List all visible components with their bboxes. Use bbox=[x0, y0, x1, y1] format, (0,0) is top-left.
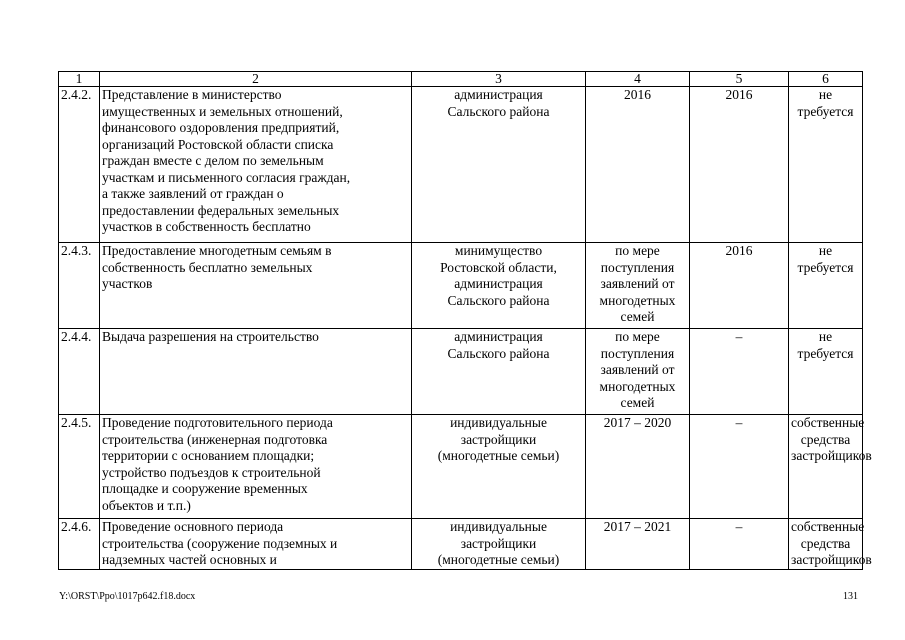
cell-text-line: по мере bbox=[615, 329, 660, 344]
cell-text-line: 2017 – 2021 bbox=[603, 519, 672, 534]
cell-text-line: финансового оздоровления предприятий, bbox=[102, 120, 340, 135]
end-cell bbox=[690, 415, 789, 519]
funding-cell bbox=[789, 243, 863, 329]
footer-file-path: Y:\ORST\Ppo\1017p642.f18.docx bbox=[59, 591, 196, 602]
header-cell: 2 bbox=[100, 72, 412, 87]
cell-text-line: территории с основанием площадки; bbox=[102, 448, 315, 463]
row-number-cell: 2.4.6. bbox=[59, 519, 100, 570]
header-cell: 1 bbox=[59, 72, 100, 87]
cell-text-line: заявлений от bbox=[600, 362, 675, 377]
cell-text-line: организаций Ростовской области списка bbox=[102, 136, 334, 152]
executor-cell bbox=[412, 519, 586, 570]
cell-text-line: Ростовской области, bbox=[440, 259, 557, 275]
footer-page-number: 131 bbox=[843, 591, 858, 602]
cell-text-line: собственные bbox=[791, 415, 865, 430]
header-cell: 3 bbox=[412, 72, 586, 87]
start-cell bbox=[586, 329, 690, 415]
cell-text-line: строительства (инженерная подготовка bbox=[102, 431, 328, 447]
table-row bbox=[59, 87, 863, 243]
start-cell bbox=[586, 519, 690, 570]
cell-text-line: собственность бесплатно земельных bbox=[102, 259, 313, 275]
row-number-cell: 2.4.5. bbox=[59, 415, 100, 519]
end-cell bbox=[690, 87, 789, 243]
cell-text-line: поступления bbox=[600, 345, 675, 361]
cell-text-line: Проведение подготовительного периода bbox=[102, 415, 333, 430]
cell-text-line: предоставлении федеральных земельных bbox=[102, 202, 340, 218]
row-number-cell: 2.4.2. bbox=[59, 87, 100, 243]
cell-text-line: застройщиков bbox=[791, 552, 872, 567]
end-cell bbox=[690, 329, 789, 415]
cell-text-line: участков bbox=[102, 276, 153, 291]
table-row bbox=[59, 243, 863, 329]
cell-text-line: Выдача разрешения на строительство bbox=[102, 329, 319, 344]
cell-text-line: – bbox=[735, 329, 743, 344]
header-cell: 6 bbox=[789, 72, 863, 87]
table-header-row bbox=[59, 72, 863, 87]
start-cell bbox=[586, 415, 690, 519]
header-cell: 5 bbox=[690, 72, 789, 87]
cell-text-line: минимущество bbox=[454, 243, 543, 258]
cell-text-line: объектов и т.п.) bbox=[102, 497, 191, 513]
end-cell bbox=[690, 519, 789, 570]
cell-text-line: 2016 bbox=[725, 87, 753, 102]
cell-text-line: участкам и письменного согласия граждан, bbox=[102, 169, 351, 185]
cell-text-line: семей bbox=[620, 309, 655, 324]
cell-text-line: собственные bbox=[791, 519, 865, 534]
cell-text-line: Предоставление многодетным семьям в bbox=[102, 243, 332, 258]
row-number-cell: 2.4.3. bbox=[59, 243, 100, 329]
table-row bbox=[59, 329, 863, 415]
executor-cell bbox=[412, 329, 586, 415]
cell-text-line: застройщики bbox=[460, 535, 537, 551]
cell-text-line: 2016 bbox=[624, 87, 651, 102]
funding-cell bbox=[789, 519, 872, 570]
cell-text-line: имущественных и земельных отношений, bbox=[102, 103, 343, 119]
cell-text-line: семей bbox=[620, 395, 655, 410]
header-cell: 4 bbox=[586, 72, 690, 87]
measures-table bbox=[58, 71, 872, 570]
start-cell bbox=[586, 87, 690, 243]
cell-text-line: администрация bbox=[454, 329, 543, 344]
cell-text-line: многодетных bbox=[599, 378, 676, 394]
row-number-cell: 2.4.4. bbox=[59, 329, 100, 415]
cell-text-line: не требуется bbox=[797, 329, 854, 361]
cell-text-line: средства bbox=[800, 431, 851, 447]
cell-text-line: многодетных bbox=[599, 292, 676, 308]
action-cell bbox=[100, 243, 412, 329]
funding-cell bbox=[789, 87, 863, 243]
action-cell bbox=[100, 415, 412, 519]
end-cell bbox=[690, 243, 789, 329]
start-cell bbox=[586, 243, 690, 329]
cell-text-line: 2017 – 2020 bbox=[603, 415, 672, 430]
table-row bbox=[59, 519, 863, 570]
action-cell bbox=[100, 87, 412, 243]
cell-text-line: – bbox=[735, 415, 743, 430]
cell-text-line: граждан вместе с делом по земельным bbox=[102, 153, 324, 168]
cell-text-line: Проведение основного периода bbox=[102, 519, 284, 534]
action-cell bbox=[100, 329, 412, 415]
cell-text-line: застройщики bbox=[460, 431, 537, 447]
cell-text-line: надземных частей основных и bbox=[102, 552, 277, 567]
cell-text-line: а также заявлений от граждан о bbox=[102, 186, 284, 201]
cell-text-line: индивидуальные bbox=[450, 519, 547, 534]
cell-text-line: не требуется bbox=[797, 243, 854, 275]
cell-text-line: Сальского района bbox=[447, 345, 550, 361]
table-row bbox=[59, 415, 863, 519]
cell-text-line: не требуется bbox=[797, 87, 854, 119]
cell-text-line: – bbox=[735, 519, 743, 534]
executor-cell bbox=[412, 87, 586, 243]
cell-text-line: площадке и сооружение временных bbox=[102, 481, 308, 496]
cell-text-line: заявлений от bbox=[600, 276, 675, 291]
cell-text-line: (многодетные семьи) bbox=[437, 552, 560, 567]
cell-text-line: администрация bbox=[454, 276, 543, 291]
cell-text-line: 2016 bbox=[725, 243, 753, 258]
cell-text-line: участков в собственность бесплатно bbox=[102, 219, 311, 234]
cell-text-line: администрация bbox=[454, 87, 543, 102]
cell-text-line: устройство подъездов к строительной bbox=[102, 464, 321, 480]
action-cell bbox=[100, 519, 412, 570]
cell-text-line: Представление в министерство bbox=[102, 87, 282, 102]
cell-text-line: по мере bbox=[615, 243, 660, 258]
cell-text-line: Сальского района bbox=[447, 103, 550, 119]
cell-text-line: индивидуальные bbox=[450, 415, 547, 430]
cell-text-line: Сальского района bbox=[447, 292, 550, 308]
executor-cell bbox=[412, 243, 586, 329]
cell-text-line: застройщиков bbox=[791, 448, 872, 463]
cell-text-line: средства bbox=[800, 535, 851, 551]
cell-text-line: поступления bbox=[600, 259, 675, 275]
funding-cell bbox=[789, 415, 872, 519]
funding-cell bbox=[789, 329, 863, 415]
cell-text-line: строительства (сооружение подземных и bbox=[102, 535, 338, 551]
cell-text-line: (многодетные семьи) bbox=[437, 448, 560, 463]
executor-cell bbox=[412, 415, 586, 519]
